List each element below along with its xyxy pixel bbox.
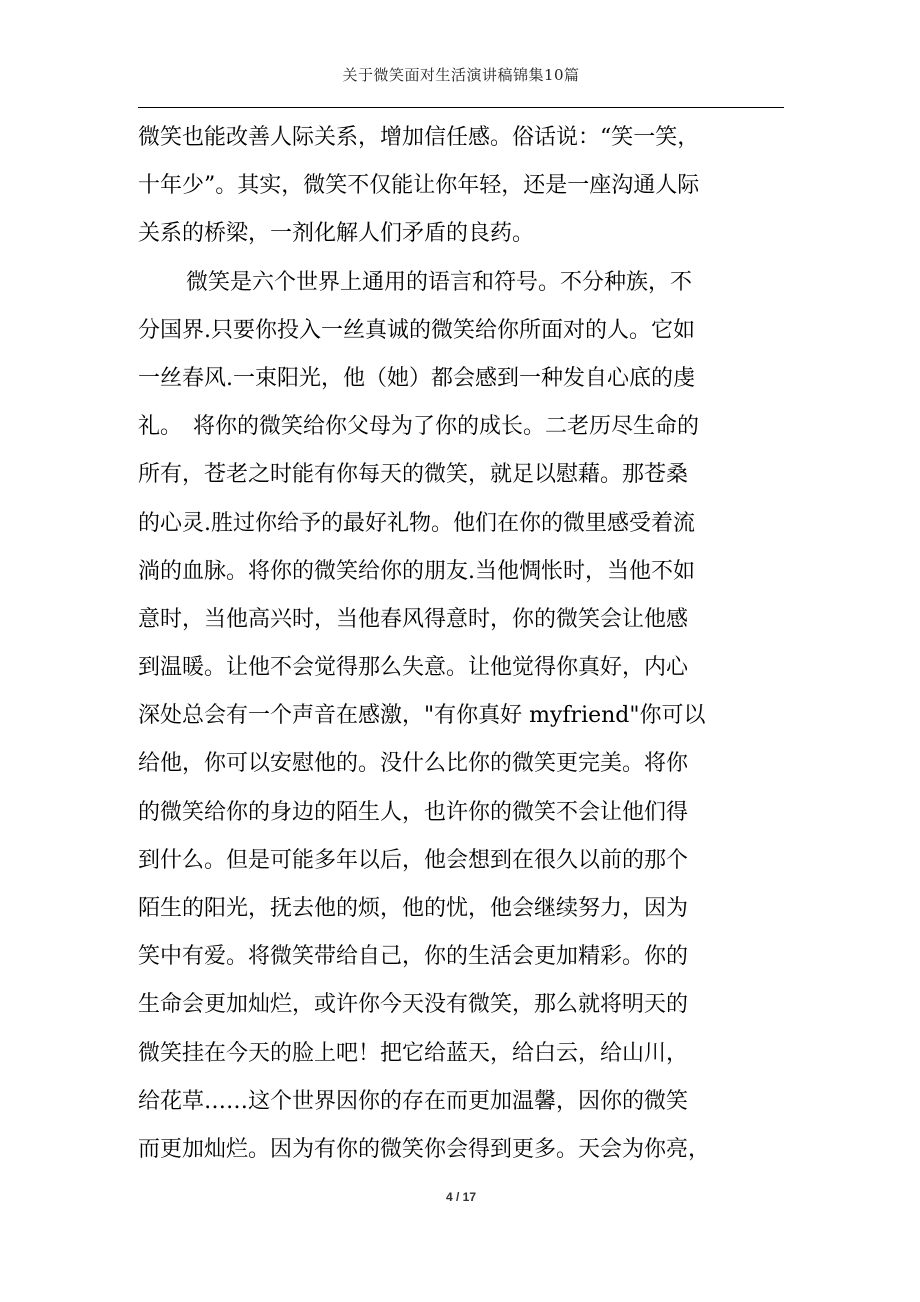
text-line: 分国界.只要你投入一丝真诚的微笑给你所面对的人。它如 (138, 317, 695, 343)
text-line: 生命会更加灿烂，或许你今天没有微笑，那么就将明天的 (138, 992, 689, 1018)
text-line: 十年少”。其实，微笑不仅能让你年轻，还是一座沟通人际 (138, 173, 700, 199)
page-header: 关于微笑面对生活演讲稿锦集10篇 (342, 66, 580, 84)
body-text (138, 114, 784, 1174)
text-line: 深处总会有一个声音在感激，"有你真好 myfriend"你可以 (138, 703, 706, 729)
text-line: 给花草……这个世界因你的存在而更加温馨，因你的微笑 (138, 1088, 689, 1114)
paragraph-first-line: 微笑是六个世界上通用的语言和符号。不分种族，不 (186, 269, 693, 295)
text-line: 礼。 将你的微笑给你父母为了你的成长。二老历尽生命的 (138, 414, 700, 440)
text-line: 淌的血脉。将你的微笑给你的朋友.当他惆怅时，当他不如 (138, 558, 695, 584)
text-line: 到什么。但是可能多年以后，他会想到在很久以前的那个 (138, 847, 689, 873)
text-line: 所有，苍老之时能有你每天的微笑，就足以慰藉。那苍桑 (138, 462, 689, 488)
text-line: 微笑也能改善人际关系，增加信任感。俗话说：“笑一笑， (138, 125, 700, 150)
text-line: 笑中有爱。将微笑带给自己，你的生活会更加精彩。你的 (138, 944, 689, 970)
text-line: 关系的桥梁，一剂化解人们矛盾的良药。 (138, 221, 535, 247)
header-divider (138, 107, 784, 108)
page-number: 4 / 17 (445, 1190, 477, 1204)
text-line: 给他，你可以安慰他的。没什么比你的微笑更完美。将你 (138, 751, 689, 777)
text-line: 到温暖。让他不会觉得那么失意。让他觉得你真好，内心 (138, 655, 689, 681)
text-line: 的心灵.胜过你给予的最好礼物。他们在你的微里感受着流 (138, 510, 695, 536)
text-line: 的微笑给你的身边的陌生人，也许你的微笑不会让他们得 (138, 799, 689, 825)
text-line: 微笑挂在今天的脸上吧！把它给蓝天，给白云，给山川， (138, 1040, 689, 1066)
text-line: 陌生的阳光，抚去他的烦，他的忧，他会继续努力，因为 (138, 896, 689, 921)
text-line: 而更加灿烂。因为有你的微笑你会得到更多。天会为你亮， (138, 1136, 711, 1162)
text-line: 意时，当他高兴时，当他春风得意时，你的微笑会让他感 (138, 606, 689, 632)
text-line: 一丝春风.一束阳光，他（她）都会感到一种发自心底的虔 (138, 365, 695, 391)
